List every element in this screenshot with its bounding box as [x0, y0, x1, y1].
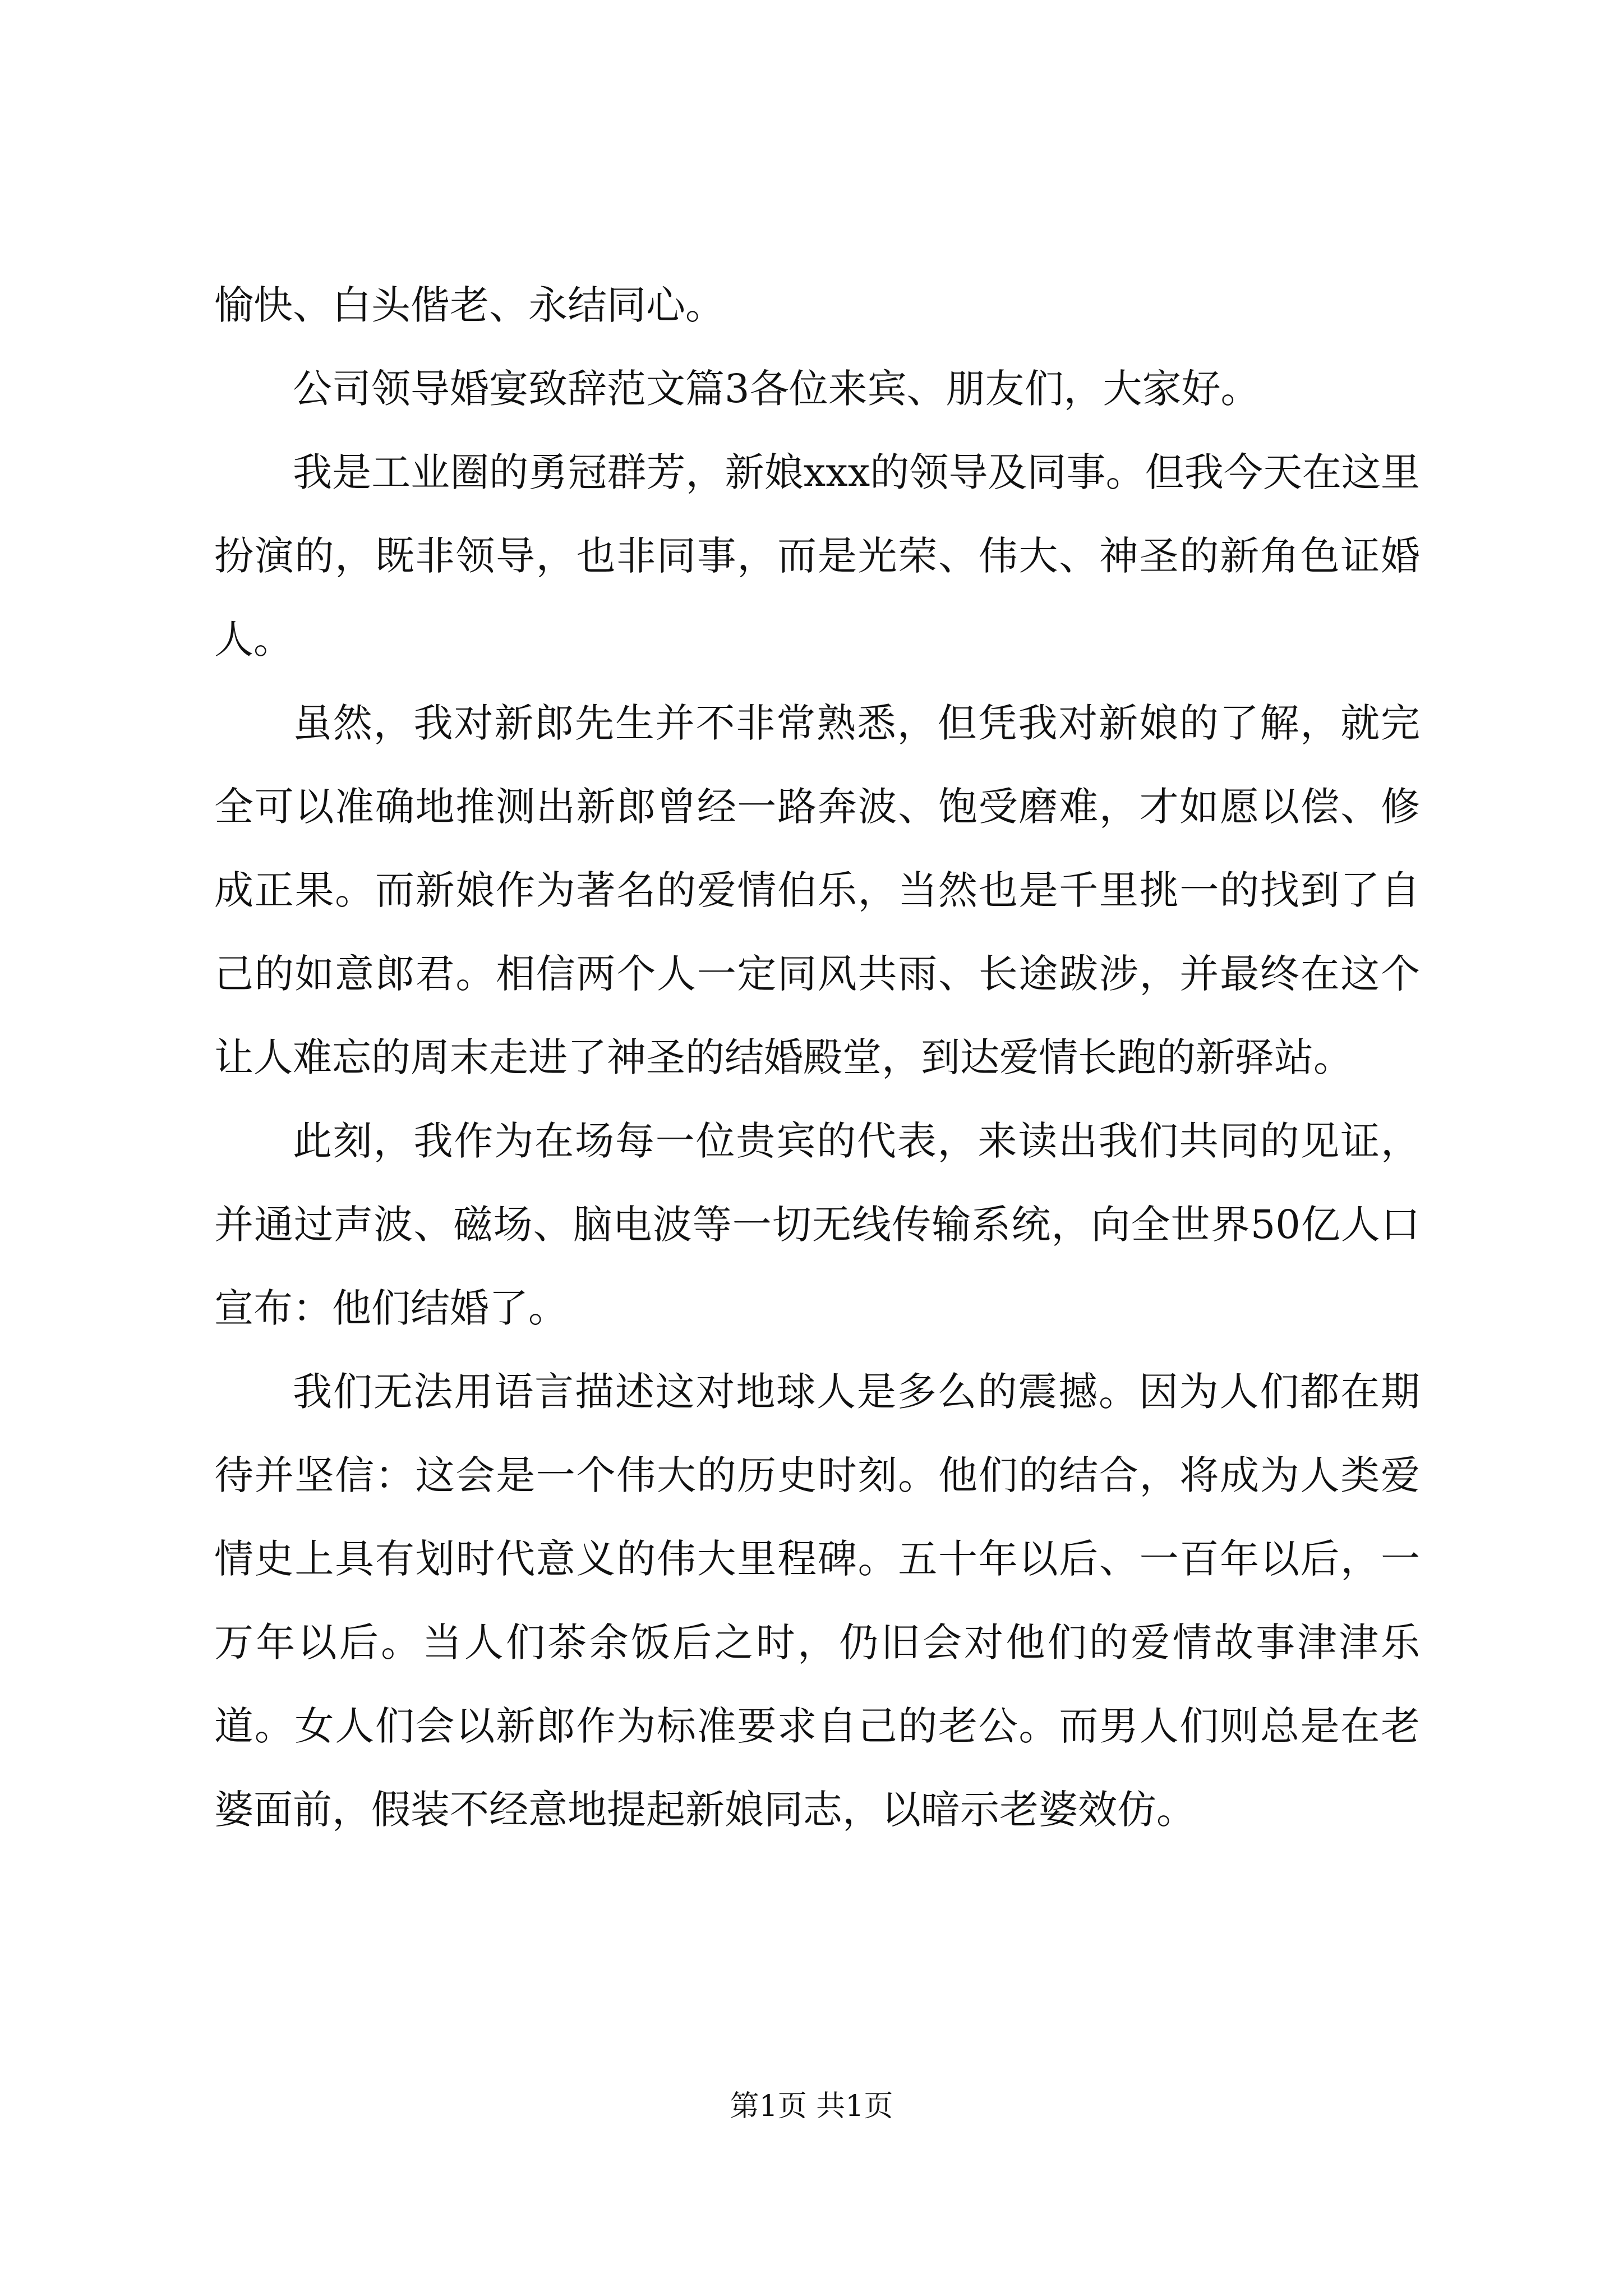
paragraph-announcement: 此刻，我作为在场每一位贵宾的代表，来读出我们共同的见证，并通过声波、磁场、脑电波等一切无线传输系统，向全世界50亿人口宣布：他们结婚了。 [214, 1118, 1420, 1331]
page-number-label: 第1页 共1页 [730, 2090, 893, 2123]
document-body [214, 264, 1420, 1852]
page-footer [0, 2087, 1623, 2126]
paragraph-speech-heading: 公司领导婚宴致辞范文篇3各位来宾、朋友们，大家好。 [293, 366, 1260, 412]
paragraph-continuation: 愉快、白头偕老、永结同心。 [214, 282, 725, 328]
paragraph-introduction: 我是工业圈的勇冠群芳，新娘xxx的领导及同事。但我今天在这里扮演的，既非领导，也非同事，而是光荣、伟大、神圣的新角色证婚人。 [214, 449, 1420, 662]
paragraph-couple-story: 虽然，我对新郎先生并不非常熟悉，但凭我对新娘的了解，就完全可以准确地推测出新郎曾经一路奔波、饱受磨难，才如愿以偿、修成正果。而新娘作为著名的爱情伯乐，当然也是千里挑一的找到了自己的如意郎君。相信两个人一定同风共雨、长途跋涉，并最终在这个让人难忘的周末走进了神圣的结婚殿堂，到达爱情长跑的新驿站。 [214, 700, 1420, 1080]
paragraph-historic-moment: 我们无法用语言描述这对地球人是多么的震撼。因为人们都在期待并坚信：这会是一个伟大的历史时刻。他们的结合，将成为人类爱情史上具有划时代意义的伟大里程碑。五十年以后、一百年以后，一万年以后。当人们茶余饭后之时，仍旧会对他们的爱情故事津津乐道。女人们会以新郎作为标准要求自己的老公。而男人们则总是在老婆面前，假装不经意地提起新娘同志，以暗示老婆效仿。 [214, 1369, 1420, 1833]
